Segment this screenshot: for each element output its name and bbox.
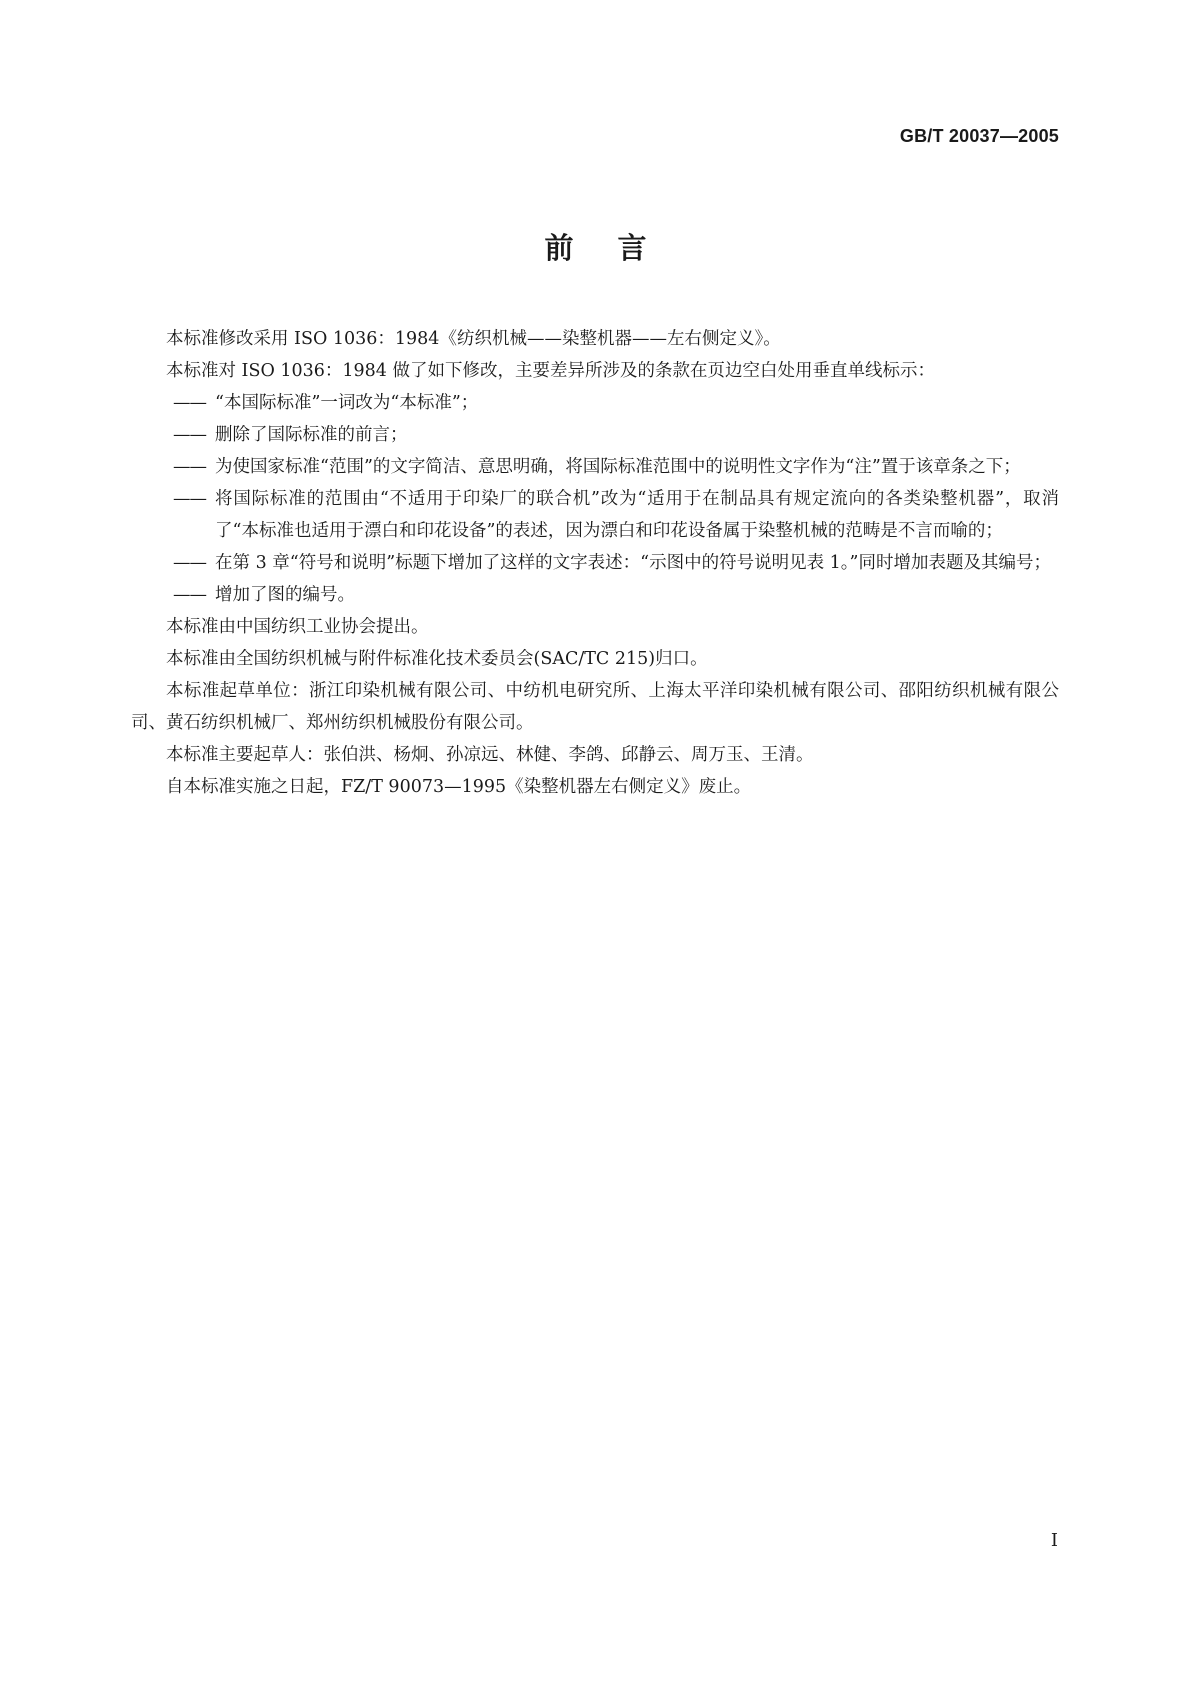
list-item-text: 增加了图的编号。 [215,585,355,605]
page-title: 前言 [544,231,691,265]
list-item [131,419,1059,451]
list-dash: —— [173,393,206,413]
paragraph-drafting-units: 本标准起草单位：浙江印染机械有限公司、中纺机电研究所、上海太平洋印染机械有限公司、邵阳纺织机械有限公司、黄石纺织机械厂、郑州纺织机械股份有限公司。 [131,681,1059,733]
paragraph-superseded: 自本标准实施之日起，FZ/T 90073—1995《染整机器左右侧定义》废止。 [166,777,752,797]
list-item [131,547,1059,579]
paragraph-adoption: 本标准修改采用 ISO 1036：1984《纺织机械——染整机器——左右侧定义》。 [166,329,781,349]
list-item-text: 为使国家标准“范围”的文字简洁、意思明确，将国际标准范围中的说明性文字作为“注”置于该章条之下； [215,457,1021,477]
paragraph-proposer: 本标准由中国纺织工业协会提出。 [166,617,429,637]
paragraph-modifications: 本标准对 ISO 1036：1984 做了如下修改，主要差异所涉及的条款在页边空白处用垂直单线标示： [166,361,936,381]
list-dash: —— [173,489,206,509]
list-dash: —— [173,553,206,573]
paragraph-committee: 本标准由全国纺织机械与附件标准化技术委员会(SAC/TC 215)归口。 [166,649,708,669]
list-item [131,451,1059,483]
list-item [131,579,1059,611]
list-dash: —— [173,457,206,477]
list-item-text: 将国际标准的范围由“不适用于印染厂的联合机”改为“适用于在制品具有规定流向的各类染整机器”，取消了“本标准也适用于漂白和印花设备”的表述，因为漂白和印花设备属于染整机械的范畴是不言而喻的； [215,489,1059,541]
list-dash: —— [173,585,206,605]
list-item-text: 删除了国际标准的前言； [215,425,408,445]
paragraph-drafters: 本标准主要起草人：张伯洪、杨炯、孙凉远、林健、李鸽、邱静云、周万玉、王清。 [166,745,814,765]
document-body [131,323,1059,803]
page-number: I [1050,1530,1058,1551]
list-item [131,387,1059,419]
standard-code: GB/T 20037—2005 [899,126,1059,146]
list-item-text: 在第 3 章“符号和说明”标题下增加了这样的文字表述：“示图中的符号说明见表 1。”同时增加表题及其编号； [215,553,1051,573]
list-item-text: “本国际标准”一词改为“本标准”； [215,393,479,413]
list-item [131,483,1059,547]
list-dash: —— [173,425,206,445]
